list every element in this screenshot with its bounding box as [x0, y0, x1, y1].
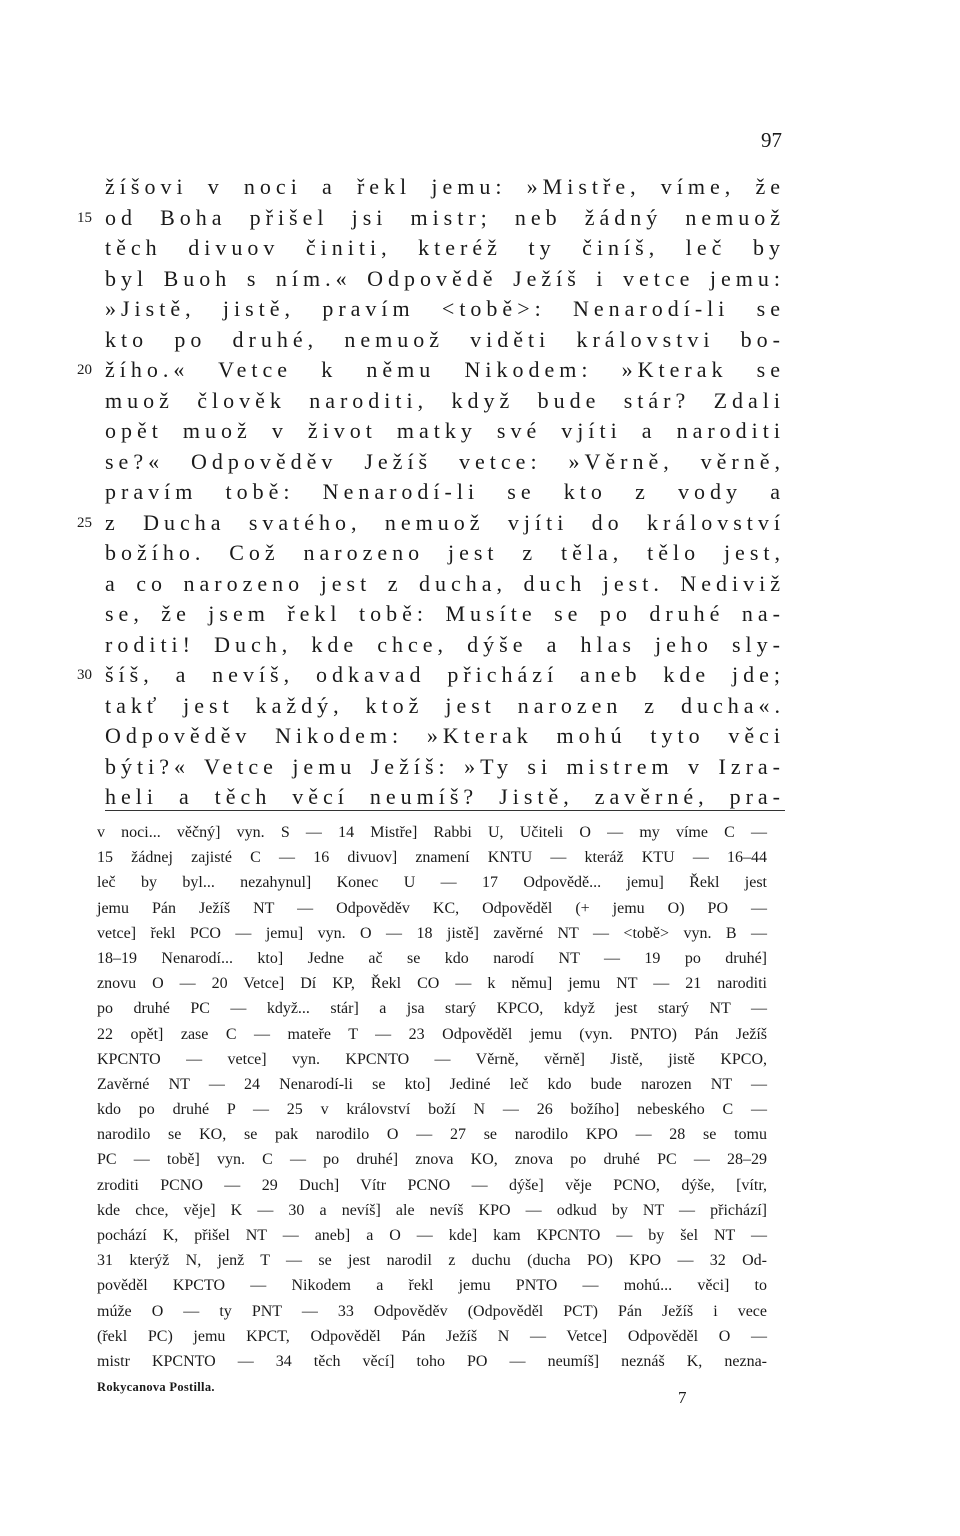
text-line: [77, 660, 785, 691]
line-text: z Ducha svatého, nemuož vjíti do království: [105, 509, 785, 535]
main-text: [77, 172, 785, 813]
line-text: heli a těch věcí neumíš? Jistě, zavěrné, pra-: [105, 784, 785, 809]
signature-number: 7: [678, 1388, 687, 1407]
text-line: [105, 386, 785, 417]
line-text: byl Buoh s ním.« Odpovědě Ježíš i vetce jemu:: [105, 265, 785, 291]
apparatus-line: narodilo se KO, se pak narodilo O — 27 se narodilo KPO — 28 se tomu: [97, 1126, 767, 1144]
apparatus-line: 22 opět] zase C — mateře T — 23 Odpověděl jemu (vyn. PNTO) Pán Ježíš: [97, 1025, 767, 1043]
line-number: 30: [77, 667, 92, 683]
text-line: [105, 477, 785, 508]
apparatus-line: 31 kterýž N, jenž T — se jest narodil z duchu (ducha PO) KPO — 32 Od-: [97, 1252, 767, 1270]
text-line: [105, 416, 785, 447]
text-line: [105, 599, 785, 630]
line-text: žího.« Vetce k němu Nikodem: »Kterak se: [105, 357, 785, 382]
apparatus-line: znovu O — 20 Vetce] Dí KP, Řekl CO — k němu] jemu NT — 21 naroditi: [97, 975, 767, 993]
line-text: opět muož v život matky své vjíti a naroditi: [105, 418, 785, 443]
apparatus-line: Zavěrné NT — 24 Nenarodí-li se kto] Jediné leč kdo bude narozen NT —: [97, 1075, 767, 1093]
apparatus-line: jemu Pán Ježíš NT — Odpověděv KC, Odpověděl (+ jemu O) PO —: [97, 899, 767, 917]
line-text: pravím tobě: Nenarodí-li se kto z vody a: [105, 479, 785, 504]
apparatus-line: múže O — ty PNT — 33 Odpověděv (Odpověděl PCT) Pán Ježíš i vece: [97, 1302, 767, 1320]
printer-signature: Rokycanova Postilla.: [97, 1380, 215, 1394]
page-number: 97: [761, 128, 782, 152]
text-line: [105, 782, 785, 813]
line-text: Odpověděv Nikodem: »Kterak mohú tyto věci: [105, 723, 785, 748]
text-line: [105, 538, 785, 569]
line-text: »Jistě, jistě, pravím <tobě>: Nenarodí-li se: [105, 296, 785, 321]
apparatus-line: 15 žádnej zajisté C — 16 divuov] znamení KNTU — kteráž KTU — 16–44: [97, 849, 767, 867]
line-text: božího. Což narozeno jest z těla, tělo jest,: [105, 540, 785, 565]
text-line: [105, 294, 785, 325]
text-line: [77, 203, 785, 234]
apparatus-line: zroditi PCNO — 29 Duch] Vítr PCNO — dýše] věje PCNO, dýše, [vítr,: [97, 1176, 767, 1194]
apparatus-line: (řekl PC) jemu KPCT, Odpověděl Pán Ježíš N — Vetce] Odpověděl O —: [97, 1327, 767, 1345]
apparatus-line: leč by byl... nezahynul] Konec U — 17 Odpovědě... jemu] Řekl jest: [97, 874, 767, 892]
line-text: se?« Odpověděv Ježíš vetce: »Věrně, věrně,: [105, 448, 785, 474]
apparatus-line: 18–19 Nenarodí... kto] Jedne ač se kdo narodí NT — 19 po druhé]: [97, 949, 767, 967]
line-text: a co narozeno jest z ducha, duch jest. Nediviž: [105, 570, 785, 596]
line-text: těch divuov činiti, kteréž ty činíš, leč by: [105, 235, 785, 260]
line-text: žíšovi v noci a řekl jemu: »Mistře, víme, že: [105, 174, 785, 199]
text-line: [105, 630, 785, 661]
apparatus-line: mistr KPCNTO — 34 těch věcí] toho PO — neumíš] neznáš K, nezna-: [97, 1352, 767, 1370]
apparatus-line: v noci... věčný] vyn. S — 14 Mistře] Rabbi U, Učiteli O — my víme C —: [97, 824, 767, 841]
text-line: [105, 172, 785, 203]
apparatus-line: pochází K, přišel NT — aneb] a O — kde] kam KPCNTO — by šel NT —: [97, 1227, 767, 1244]
apparatus-line: PC — tobě] vyn. C — po druhé] znova KO, znova po druhé PC — 28–29: [97, 1151, 767, 1169]
line-number: 25: [77, 514, 92, 531]
text-line: [77, 508, 785, 539]
text-line: [105, 691, 785, 722]
footnote-rule: [105, 810, 785, 811]
apparatus-line: kde chce, věje] K — 30 a nevíš] ale nevíš KPO — odkud by NT — přichází]: [97, 1201, 767, 1219]
line-text: býti?« Vetce jemu Ježíš: »Ty si mistrem v Izra-: [105, 753, 785, 779]
line-text: od Boha přišel jsi mistr; neb žádný nemuož: [105, 204, 785, 230]
apparatus-line: pověděl KPCTO — Nikodem a řekl jemu PNTO — mohú... věci] to: [97, 1277, 767, 1295]
critical-apparatus: [97, 820, 767, 1374]
apparatus-line: kdo po druhé P — 25 v království boží N — 26 božího] nebeského C —: [97, 1101, 767, 1119]
line-text: muož člověk naroditi, když bude stár? Zdali: [105, 387, 785, 413]
line-text: šíš, a nevíš, odkavad přichází aneb kde jde;: [105, 662, 785, 687]
line-number: 20: [77, 362, 92, 378]
text-line: [105, 752, 785, 783]
text-line: [105, 233, 785, 264]
text-line: [77, 355, 785, 386]
line-text: kto po druhé, nemuož viděti královstvi bo-: [105, 326, 785, 352]
text-line: [105, 325, 785, 356]
text-line: [105, 447, 785, 478]
line-number: 15: [77, 209, 92, 226]
text-line: [105, 569, 785, 600]
apparatus-line: po druhé PC — když... stár] a jsa starý KPCO, když jest starý NT —: [97, 1000, 767, 1018]
line-text: se, že jsem řekl tobě: Musíte se po druhé na-: [105, 601, 785, 626]
line-text: roditi! Duch, kde chce, dýše a hlas jeho sly-: [105, 631, 785, 657]
apparatus-line: vetce] řekl PCO — jemu] vyn. O — 18 jistě] zavěrné NT — <tobě> vyn. B —: [97, 924, 767, 942]
text-line: [105, 264, 785, 295]
line-text: takť jest každý, ktož jest narozen z ducha«.: [105, 692, 785, 718]
text-line: [105, 721, 785, 752]
apparatus-line: KPCNTO — vetce] vyn. KPCNTO — Věrně, věrně] Jistě, jistě KPCO,: [97, 1050, 767, 1068]
